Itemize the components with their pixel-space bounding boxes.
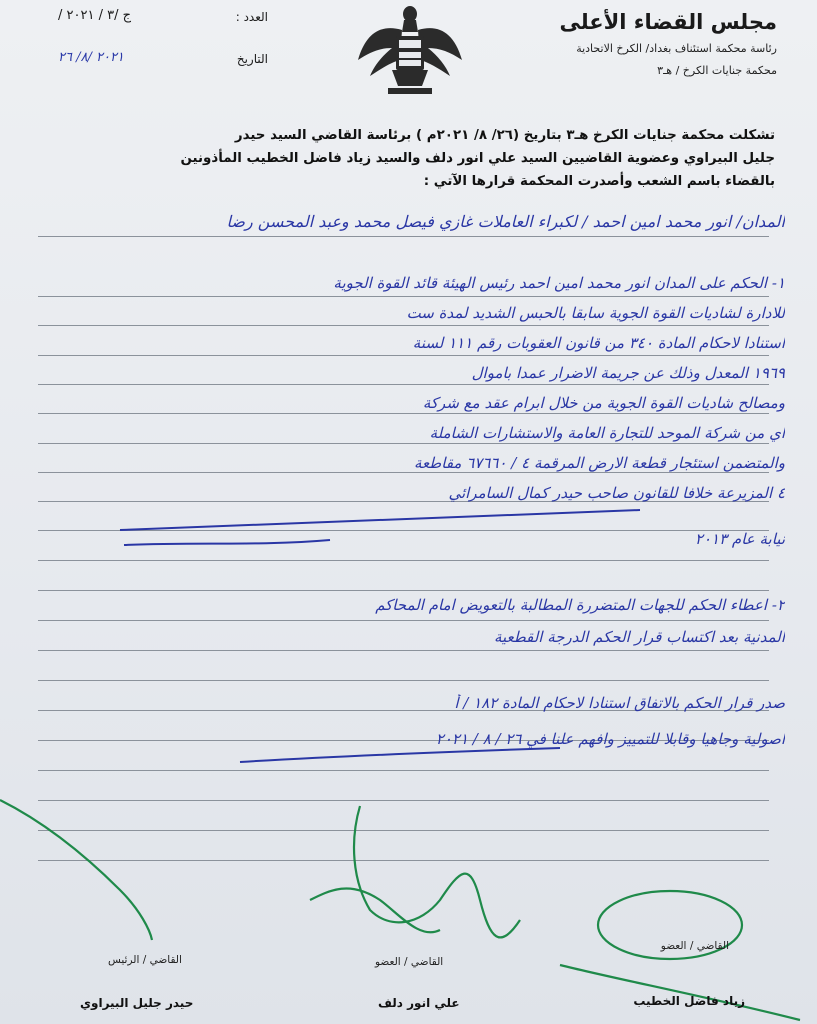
handwritten-line: للادارة لشاديات القوة الجوية سابقا بالحبس الشديد لمدة ست [406, 304, 785, 322]
handwritten-line: ٤ المزيرعة خلافا للقانون صاحب حيدر كمال السامرائي [448, 484, 785, 502]
green-signatures [0, 800, 800, 1020]
handwritten-line: اصولية وجاهيا وقابلا للتمييز وافهم علنا في ٢٦ / ٨ / ٢٠٢١ [435, 730, 785, 748]
signature-stroke-right [560, 965, 800, 1020]
underline-strokes [120, 510, 640, 762]
court-line: محكمة جنايات الكرخ / هـ٣ [657, 64, 777, 77]
signature-stroke-left [0, 800, 152, 940]
intro-line: جليل البيراوي وعضوية القاضيين السيد علي انور دلف والسيد زياد فاضل الخطيب المأذونين [180, 151, 775, 166]
signature-role-president: القاضي / الرئيس [108, 954, 182, 966]
signature-stroke-middle-2 [310, 888, 440, 932]
underline-stroke [120, 510, 640, 530]
handwritten-line: نيابة عام ٢٠١٣ [694, 530, 785, 548]
signature-role-member-2: القاضي / العضو [375, 956, 444, 968]
presidency-line: رئاسة محكمة استئناف بغداد/ الكرخ الاتحادية [576, 42, 777, 55]
handwritten-line: صدر قرار الحكم بالاتفاق استنادا لاحكام المادة ١٨٢ / أ [454, 694, 785, 712]
handwritten-line: والمتضمن استئجار قطعة الارض المرقمة ٤ / ٦٧٦٦٠ مقاطعة [414, 454, 785, 472]
underline-stroke [240, 748, 560, 762]
signature-name-member-2: علي انور دلف [378, 996, 460, 1010]
handwritten-line: ومصالح شاديات القوة الجوية من خلال ابرام عقد مع شركة [422, 394, 785, 412]
handwritten-line: اي من شركة الموحد للتجارة العامة والاستشارات الشاملة [429, 424, 785, 442]
handwritten-line: ١- الحكم على المدان انور محمد امين احمد رئيس الهيئة قائد القوة الجوية [333, 274, 785, 292]
handwritten-line: ٢- اعطاء الحكم للجهات المتضررة المطالبة بالتعويض امام المحاكم [375, 596, 785, 614]
signature-name-member-1: زياد فاضل الخطيب [633, 994, 745, 1008]
signature-stroke-middle [354, 806, 520, 937]
signature-role-member-1: القاضي / العضو [660, 940, 729, 952]
underline-stroke [124, 540, 330, 545]
date-value: ٢٠٢١ /٨/ ٢٦ [58, 50, 124, 65]
number-value: / ج /٣ / ٢٠٢١ [58, 8, 131, 23]
council-name: مجلس القضاء الأعلى [559, 10, 777, 34]
number-label: العدد : [235, 10, 268, 24]
handwritten-line: المدان/ انور محمد امين احمد / لكبراء العاملات غازي فيصل محمد وعبد المحسن رضا [226, 212, 785, 231]
handwritten-line: المدنية بعد اكتساب قرار الحكم الدرجة القطعية [494, 628, 785, 646]
intro-line: بالقضاء باسم الشعب وأصدرت المحكمة قرارها الآتي : [423, 174, 775, 189]
intro-line: تشكلت محكمة جنايات الكرخ هـ٣ بتاريخ (٢٦/ ٨/ ٢٠٢١م ) برئاسة القاضي السيد حيدر [234, 128, 775, 143]
handwritten-line: ١٩٦٩ المعدل وذلك عن جريمة الاضرار عمدا باموال [471, 364, 785, 382]
date-label: التاريخ [236, 52, 268, 66]
handwritten-line: استنادا لاحكام المادة ٣٤٠ من قانون العقوبات رقم ١١١ لسنة [412, 334, 785, 352]
signature-name-president: حيدر جليل البيراوي [80, 996, 194, 1010]
